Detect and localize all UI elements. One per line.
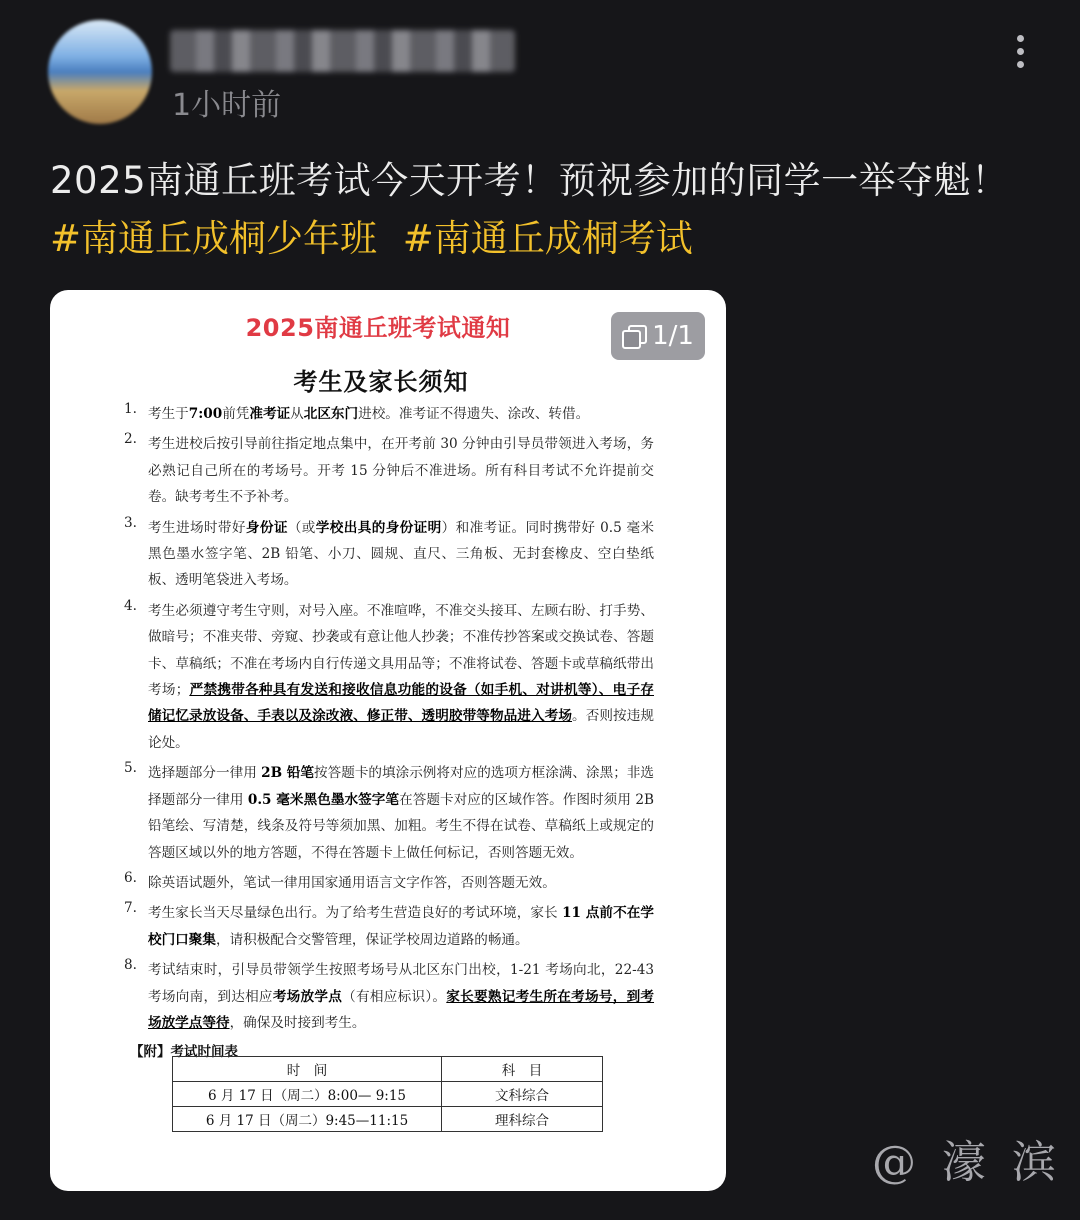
author-name[interactable] bbox=[170, 30, 515, 72]
text-segment: 进校。准考证不得遗失、涂改、转借。 bbox=[358, 406, 590, 422]
table-header-cell: 科 目 bbox=[442, 1057, 603, 1082]
text-segment: 按答题卡的填涂示例将对应的选项方框涂满、涂黑；非选择题部分一律用 bbox=[148, 765, 654, 808]
table-row bbox=[173, 1107, 603, 1132]
text-segment: 前凭 bbox=[222, 406, 250, 422]
text-segment: 从 bbox=[290, 406, 304, 422]
notice-item-text bbox=[124, 900, 654, 953]
notice-item-number: 3. bbox=[124, 514, 137, 531]
notice-item-text bbox=[124, 401, 654, 427]
bold-text: 北区东门 bbox=[303, 406, 359, 422]
notice-item-text bbox=[124, 870, 654, 896]
notice-item-text bbox=[124, 515, 654, 594]
notice-item-number: 8. bbox=[124, 957, 137, 974]
text-segment: 除英语试题外，笔试一律用国家通用语言文字作答，否则答题无效。 bbox=[148, 874, 556, 891]
text-segment: 考生于 bbox=[148, 406, 189, 422]
notice-item-text bbox=[124, 598, 654, 756]
text-segment: ）和准考证。同时携带好 0.5 毫米黑色墨水签字笔、2B 铅笔、小刀、圆规、直尺、三角板、无封套橡皮、空白垫纸板、透明笔袋进入考场。 bbox=[148, 519, 655, 589]
notice-item-number: 6. bbox=[124, 869, 137, 886]
table-header-cell: 时 间 bbox=[173, 1057, 442, 1082]
notice-item-number: 1. bbox=[124, 401, 137, 417]
document-title: 2025南通丘班考试通知 bbox=[245, 314, 511, 342]
bold-text: 准考证 bbox=[249, 406, 291, 422]
text-segment: 考试结束时，引导员带领学生按照考场号从北区东门出校，1-21 考场向北，22-43 考场向南，到达相应 bbox=[148, 962, 654, 1005]
notice-item-number: 4. bbox=[124, 597, 137, 614]
bold-text: 身份证 bbox=[245, 519, 288, 536]
bold-text: 0.5 毫米黑色墨水签字笔 bbox=[247, 791, 400, 808]
post-image[interactable] bbox=[50, 290, 726, 1191]
table-cell: 6 月 17 日（周二）9:45—11:15 bbox=[173, 1107, 442, 1132]
notice-item-text bbox=[124, 431, 654, 510]
notice-items bbox=[124, 401, 654, 1040]
notice-item-text bbox=[124, 760, 654, 866]
notice-item bbox=[124, 900, 654, 953]
avatar[interactable] bbox=[48, 20, 152, 124]
bold-text: 2B 铅笔 bbox=[261, 765, 315, 782]
text-segment: 考生家长当天尽量绿色出行。为了给考生营造良好的考试环境，家长 bbox=[148, 905, 563, 922]
notice-item bbox=[124, 957, 654, 1036]
table-cell: 理科综合 bbox=[442, 1107, 603, 1132]
bold-text: 考场放学点 bbox=[272, 988, 343, 1005]
text-segment: 考生进场时带好 bbox=[148, 519, 246, 536]
underlined-text: 严禁携带各种具有发送和接收信息功能的设备（如手机、对讲机等）、电子存储记忆录放设备、手表以及涂改液、修正带、透明胶带等物品进入考场 bbox=[148, 682, 654, 725]
hashtag-link[interactable]: #南通丘成桐考试 bbox=[402, 217, 693, 260]
table-row bbox=[173, 1082, 603, 1107]
notice-item bbox=[124, 401, 654, 427]
text-segment: 考生进校后按引导前往指定地点集中，在开考前 30 分钟由引导员带领进入考场，务必熟记自己所在的考场号。开考 15 分钟后不准进场。所有科目考试不允许提前交卷。缺考考生不予补考。 bbox=[148, 436, 654, 506]
post-time: 1小时前 bbox=[172, 88, 282, 123]
table-header bbox=[173, 1057, 603, 1082]
document-subtitle: 考生及家长须知 bbox=[293, 367, 469, 396]
table-cell: 文科综合 bbox=[442, 1082, 603, 1107]
image-counter-badge bbox=[611, 312, 705, 360]
bold-text: 11 点前不在学校门口聚集 bbox=[148, 905, 654, 948]
notice-item-number: 2. bbox=[124, 431, 137, 448]
table-cell: 6 月 17 日（周二）8:00— 9:15 bbox=[173, 1082, 442, 1107]
watermark: @ 濠 滨 bbox=[872, 1137, 1062, 1188]
schedule-table bbox=[172, 1056, 603, 1132]
text-segment: ，确保及时接到考生。 bbox=[229, 1014, 366, 1031]
underlined-text: 家长要熟记考生所在考场号，到考场放学点等待 bbox=[148, 988, 655, 1031]
text-segment: 选择题部分一律用 bbox=[148, 765, 262, 782]
notice-item-text bbox=[124, 957, 654, 1036]
hashtag-link[interactable]: #南通丘成桐少年班 bbox=[50, 217, 378, 260]
notice-item bbox=[124, 431, 654, 510]
bold-text: 7:00 bbox=[188, 406, 223, 422]
text-segment: ，请积极配合交警管理，保证学校周边道路的畅通。 bbox=[215, 931, 529, 948]
text-segment: （有相应标识）。 bbox=[342, 988, 447, 1005]
image-counter: 1/1 bbox=[652, 321, 694, 351]
more-options-icon[interactable] bbox=[1000, 26, 1040, 76]
hashtags bbox=[50, 210, 707, 268]
notice-item bbox=[124, 760, 654, 866]
notice-item bbox=[124, 598, 654, 756]
text-segment: 考生必须遵守考生守则，对号入座。不准喧哗，不准交头接耳、左顾右盼、打手势、做暗号；不准夹带、旁窥、抄袭或有意让他人抄袭；不准传抄答案或交换试卷、答题卡、草稿纸；不准在考场内自行传递文具用品等；不准将试卷、答题卡或草稿纸带出考场； bbox=[148, 602, 654, 699]
notice-item bbox=[124, 515, 654, 594]
text-segment: 。否则按违规论处。 bbox=[148, 708, 654, 751]
notice-item-number: 7. bbox=[124, 900, 137, 917]
notice-item bbox=[124, 870, 654, 896]
text-segment: （或 bbox=[287, 519, 316, 536]
schedule-label: 【附】考试时间表 bbox=[130, 1044, 238, 1060]
notice-item-number: 5. bbox=[124, 760, 137, 777]
bold-text: 学校出具的身份证明 bbox=[315, 519, 442, 536]
post-text: 2025南通丘班考试今天开考！预祝参加的同学一举夺魁！ bbox=[50, 159, 1009, 202]
text-segment: 在答题卡对应的区域作答。作图时须用 2B 铅笔绘、写清楚，线条及符号等须加黑、加粗。考生不得在试卷、草稿纸上或规定的答题区域以外的地方答题，不得在答题卡上做任何标记，否则答题无效。 bbox=[148, 791, 654, 861]
copy-icon bbox=[622, 325, 644, 347]
